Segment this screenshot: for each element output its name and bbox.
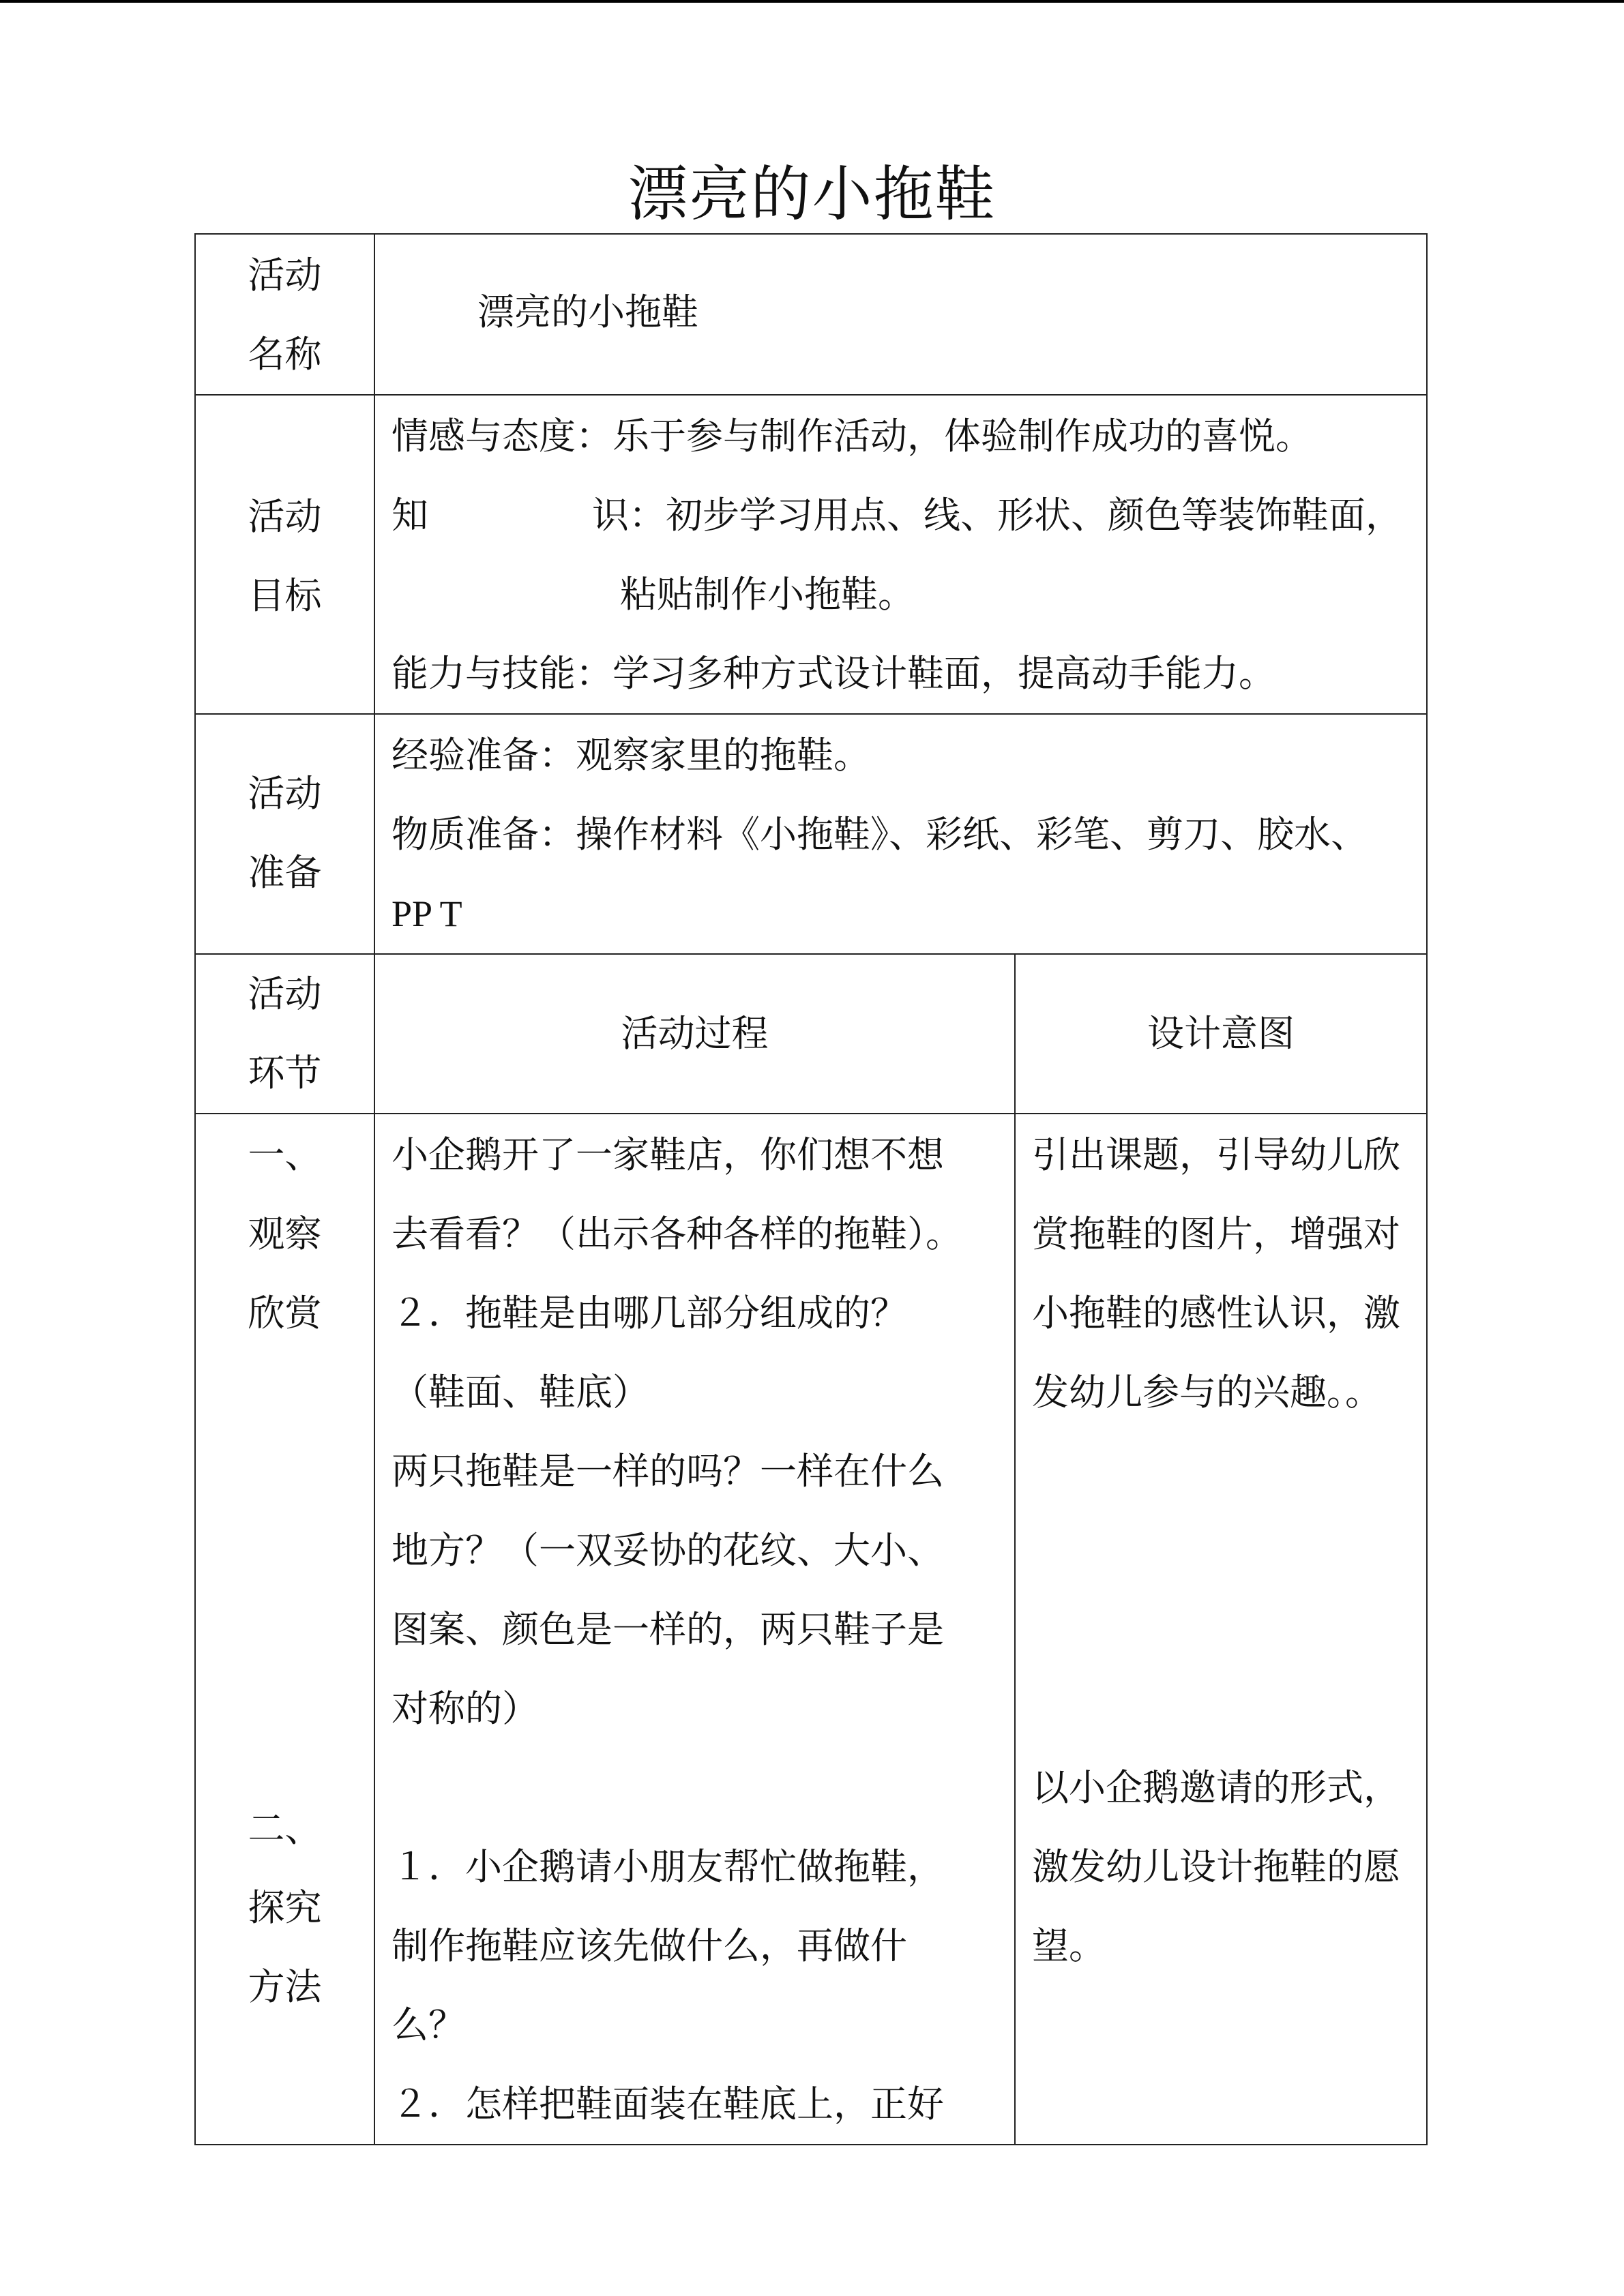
step1-process-line: （鞋面、鞋底） bbox=[392, 1371, 649, 1414]
row-activity-name bbox=[195, 234, 1427, 395]
step2-intent-line: 激发幼儿设计拖鞋的愿 bbox=[1032, 1845, 1400, 1888]
step2-process-line: ２．怎样把鞋面装在鞋底上，正好 bbox=[392, 2083, 944, 2126]
goals-cell bbox=[374, 395, 1427, 714]
steps-intent-cell bbox=[1015, 1114, 1427, 2145]
step2-label: 二、探究方法 bbox=[248, 1807, 322, 2008]
step1-process-line: 图案、颜色是一样的，两只鞋子是 bbox=[392, 1608, 944, 1651]
step2-process-line: 制作拖鞋应该先做什么，再做什 bbox=[392, 1924, 907, 1967]
step1-process-line: 小企鹅开了一家鞋店，你们想不想 bbox=[392, 1133, 944, 1176]
step1-process-line: 对称的） bbox=[392, 1687, 539, 1730]
process-header-cell bbox=[374, 954, 1015, 1114]
process-header: 活动过程 bbox=[621, 1012, 769, 1055]
lesson-plan-table bbox=[194, 233, 1428, 2145]
prep-ppt: PP T bbox=[392, 893, 462, 934]
prep-cell bbox=[374, 714, 1427, 954]
step2-intent-line: 以小企鹅邀请的形式， bbox=[1032, 1766, 1400, 1809]
label-cell bbox=[195, 714, 374, 954]
value-cell bbox=[374, 234, 1427, 395]
row-activity-prep bbox=[195, 714, 1427, 954]
activity-name-value: 漂亮的小拖鞋 bbox=[477, 290, 698, 333]
row-label: 活动名称 bbox=[248, 254, 322, 376]
step1-process-line: ２．拖鞋是由哪几部分组成的？ bbox=[392, 1292, 907, 1335]
goal-knowledge-key2: 识： bbox=[592, 494, 666, 537]
step2-intent-line: 望。 bbox=[1032, 1924, 1106, 1967]
step1-intent-line: 发幼儿参与的兴趣。。 bbox=[1032, 1371, 1382, 1414]
step1-process-line: 两只拖鞋是一样的吗？一样在什么 bbox=[392, 1450, 944, 1493]
intent-header: 设计意图 bbox=[1147, 1012, 1295, 1055]
row-steps bbox=[195, 1114, 1427, 2145]
steps-label-cell bbox=[195, 1114, 374, 2145]
goal-knowledge-cont: 粘贴制作小拖鞋。 bbox=[620, 573, 915, 616]
step1-intent-line: 小拖鞋的感性认识，激 bbox=[1032, 1292, 1400, 1335]
row-activity-goals bbox=[195, 395, 1427, 714]
label-cell bbox=[195, 395, 374, 714]
goal-knowledge-key: 知 bbox=[392, 494, 428, 537]
prep-materials: 物质准备：操作材料《小拖鞋》、彩纸、彩笔、剪刀、胶水、 bbox=[392, 813, 1368, 856]
step2-process-line: １．小企鹅请小朋友帮忙做拖鞋， bbox=[392, 1845, 944, 1888]
row-section-header bbox=[195, 954, 1427, 1114]
step1-intent-line: 引出课题，引导幼儿欣 bbox=[1032, 1133, 1400, 1176]
step1-label: 一、观察欣赏 bbox=[248, 1133, 322, 1335]
step2-process-line: 么？ bbox=[392, 2003, 465, 2046]
row-label: 活动目标 bbox=[248, 495, 322, 617]
row-label: 活动环节 bbox=[248, 972, 322, 1094]
step1-process-line: 去看看？（出示各种各样的拖鞋）。 bbox=[392, 1212, 962, 1255]
label-cell bbox=[195, 954, 374, 1114]
goal-emotion: 情感与态度：乐于参与制作活动，体验制作成功的喜悦。 bbox=[392, 415, 1312, 458]
page-top-border bbox=[0, 0, 1624, 3]
step1-intent-line: 赏拖鞋的图片，增强对 bbox=[1032, 1212, 1400, 1255]
step1-process-line: 地方？（一双妥协的花纹、大小、 bbox=[392, 1529, 944, 1572]
goal-knowledge bbox=[392, 476, 1426, 555]
prep-experience: 经验准备：观察家里的拖鞋。 bbox=[392, 734, 870, 777]
steps-process-cell bbox=[374, 1114, 1015, 2145]
intent-header-cell bbox=[1015, 954, 1427, 1114]
goal-knowledge-text: 初步学习用点、线、形状、颜色等装饰鞋面， bbox=[666, 494, 1402, 537]
document-title: 漂亮的小拖鞋 bbox=[628, 159, 996, 229]
row-label: 活动准备 bbox=[248, 772, 322, 894]
goal-skill: 能力与技能：学习多种方式设计鞋面，提高动手能力。 bbox=[392, 652, 1275, 695]
label-cell bbox=[195, 234, 374, 395]
